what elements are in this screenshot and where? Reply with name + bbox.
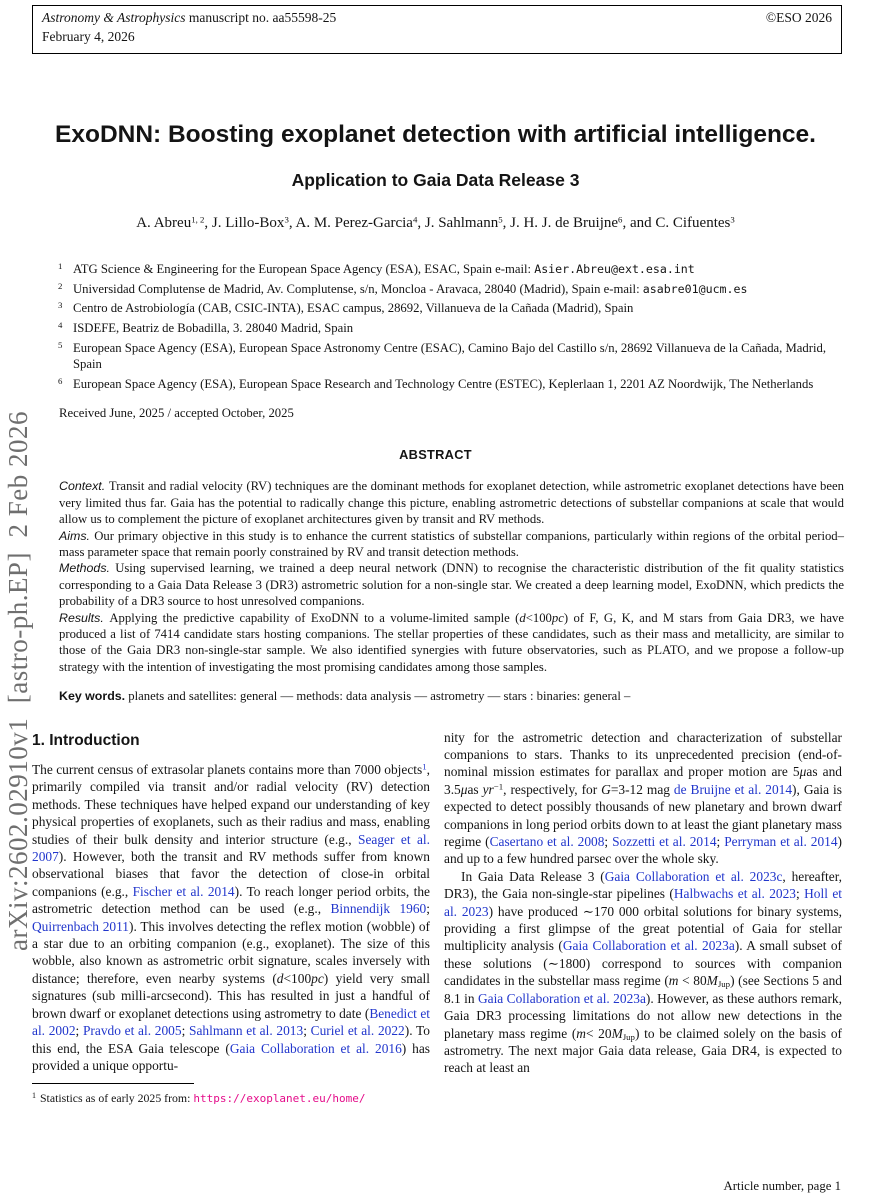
authors-line	[0, 215, 871, 232]
url-link[interactable]: https://exoplanet.eu/home/	[193, 1092, 366, 1106]
text-run: Jup	[717, 979, 731, 990]
manuscript-info	[42, 9, 336, 47]
text-run: ) and up to a few hundred parsec over the whole sky.	[444, 834, 842, 867]
text-run: m	[668, 973, 679, 989]
text-run: ;	[181, 1023, 190, 1039]
received-accepted-line: Received June, 2025 / accepted October, 2025	[59, 406, 294, 421]
affiliation-number: 6	[58, 375, 63, 386]
text-run: μ	[460, 781, 468, 797]
text-run: ). This involves detecting the reflex motion (wobble) of a star due to an orbiting companion (e.g., exoplanet). The size of this wobble, also known as astrometric orbit signature, scales inversely with distance; therefore, even nearby systems (	[32, 918, 430, 986]
section-heading-introduction: 1. Introduction	[32, 731, 140, 749]
affiliation-text	[73, 321, 353, 335]
two-column-body	[32, 729, 842, 1107]
citation-link[interactable]: Gaia Collaboration et al. 2023a	[562, 938, 735, 954]
manuscript-number: manuscript no. aa55598-25	[185, 10, 337, 25]
paragraph	[32, 761, 430, 1074]
paragraph	[59, 528, 844, 561]
text-run: G	[601, 781, 611, 797]
email-link[interactable]: asabre01@ucm.es	[642, 281, 748, 296]
journal-line	[42, 9, 336, 28]
text-run: ). However, both the transit and RV methods suffer from known observational biases that favor the detection of close-in orbital companions (e.g.,	[32, 849, 430, 899]
manuscript-header	[32, 5, 842, 54]
text-run: nity for the astrometric detection and characterization of substellar companions to stars. Thanks to its unprecedented precision (end-of-nominal mission estimates for parallax and proper motion are 5	[444, 729, 842, 780]
text-run: d	[276, 970, 284, 986]
text-run: ;	[75, 1023, 83, 1039]
text-run: Applying the predictive capability of ExoDNN to a volume-limited sample (	[109, 610, 520, 625]
text-run: ;	[426, 901, 430, 917]
text-run: Jup	[622, 1031, 635, 1042]
paragraph	[59, 560, 844, 609]
affiliation-text	[73, 301, 633, 315]
affiliation-number: 3	[58, 300, 63, 311]
text-run: 3	[730, 214, 735, 225]
text-run: , and C. Cifuentes	[622, 215, 731, 232]
affiliation-item	[58, 278, 837, 298]
paragraph	[444, 729, 842, 868]
text-run: , A. M. Perez-Garcia	[288, 215, 413, 232]
footnote-area	[32, 1083, 430, 1106]
paragraph	[59, 478, 844, 527]
abstract-section-label: Results.	[59, 610, 110, 625]
text-run: m	[576, 1025, 586, 1041]
affiliation-item	[58, 297, 837, 317]
text-run: ) to be claimed solely on the basis of astrometry. The next major Gaia data release, Gaia DR4, is expected to reach at least an	[444, 1025, 842, 1076]
text-run: ISDEFE, Beatriz de Bobadilla, 3. 28040 Madrid, Spain	[73, 320, 354, 335]
affiliation-text	[73, 282, 747, 296]
text-run: The current census of extrasolar planets contains more than 7000 objects	[32, 762, 423, 778]
paragraph	[444, 868, 842, 1077]
text-run: M	[611, 1025, 623, 1041]
abstract-section-label: Methods.	[59, 561, 116, 576]
text-run: pc	[311, 970, 324, 986]
text-run: ;	[604, 834, 613, 850]
text-run: ) have produced ∼170 000 orbital solutions for binary systems, providing a first glimpse of the great potential of Gaia for stellar multiplicity analysis (	[444, 903, 843, 954]
footnote-text	[40, 1091, 366, 1105]
text-run: , J. Lillo-Box	[204, 215, 285, 232]
keywords-line	[59, 688, 844, 704]
text-run: ). However, as these authors remark, Gaia DR3 processing limitations do not allow new detections in the planetary mass regime (	[444, 990, 842, 1041]
footnote-marker: 1	[32, 1091, 36, 1101]
citation-link[interactable]: Perryman et al. 2014	[724, 834, 838, 850]
citation-link[interactable]: Holl et al. 2023	[444, 886, 842, 919]
paragraph	[59, 610, 844, 676]
text-run: ) has provided a unique opportu-	[32, 1040, 430, 1073]
affiliation-text	[73, 341, 826, 372]
text-run: Transit and radial velocity (RV) techniques are the dominant methods for exoplanet detection, while astrometric exoplanet detections have been very limited thus far. Gaia has the potential to radically change this picture, enabling astrometric detections of substellar companions at scale that would allow us to complement the picture of exoplanet architectures given by transit and RV methods.	[59, 479, 845, 527]
text-run: In Gaia Data Release 3 (	[461, 868, 605, 884]
paper-subtitle: Application to Gaia Data Release 3	[291, 170, 580, 191]
text-run: < 80	[678, 973, 707, 989]
citation-link[interactable]: Binnendijk 1960	[330, 901, 427, 917]
text-run: ), Gaia is expected to detect possibly thousands of new planetary and brown dwarf companions in long period orbits down to at least the giant planetary mass regime (	[444, 781, 842, 850]
email-link[interactable]: Asier.Abreu@ext.esa.int	[534, 262, 695, 277]
left-column	[32, 729, 430, 1107]
text-run: yr	[482, 781, 494, 797]
citation-link[interactable]: Quirrenbach 2011	[32, 918, 129, 934]
text-run: planets and satellites: general — methods: data analysis — astrometry — stars : binaries: general –	[128, 689, 631, 704]
text-run: as	[467, 781, 483, 797]
text-run: , J. Sahlmann	[417, 215, 499, 232]
affiliation-item	[58, 317, 837, 337]
text-run: < 20	[585, 1025, 612, 1041]
copyright-notice: ©ESO 2026	[765, 10, 832, 25]
date-line: February 4, 2026	[42, 28, 135, 44]
text-run: 6	[618, 214, 623, 225]
text-run: , hereafter, DR3), the Gaia non-single-star pipelines (	[444, 868, 842, 902]
text-run: pc	[551, 610, 564, 625]
citation-link[interactable]: Gaia Collaboration et al. 2023c	[604, 868, 783, 884]
text-run: Statistics as of early 2025 from:	[40, 1091, 194, 1106]
text-run: ) of F, G, K, and M stars from Gaia DR3, we have produced a list of 7414 candidate stars hosting companions. The stellar properties of these candidates, such as their mass and metallicity, are similar to those of the Gaia DR3 non-single-star sample. We also identified synergies with future observatories, such as PLATO, and we propose a follow-up strategy with the intention of investigating the most promising candidates among those samples.	[59, 610, 844, 674]
affiliation-item	[58, 337, 837, 373]
text-run: ) yield very small signatures (sub milli-arcsecond). This has resulted in just a handful of brown dwarf or exoplanet detections using astrometry to date (	[32, 970, 430, 1021]
text-run: , respectively, for	[503, 781, 602, 797]
abstract-body	[59, 478, 844, 675]
text-run: M	[706, 973, 718, 989]
text-run: 1, 2	[191, 214, 205, 225]
citation-link[interactable]: Fischer et al. 2014	[132, 883, 235, 899]
text-run: European Space Agency (ESA), European Space Research and Technology Centre (ESTEC), Keplerlaan 1, 2201 AZ Noordwijk, The Netherlands	[73, 376, 814, 391]
citation-link[interactable]: Gaia Collaboration et al. 2023a	[477, 990, 646, 1006]
right-column-text	[444, 729, 842, 1077]
text-run: 3	[284, 214, 289, 225]
text-run: <100	[525, 610, 552, 625]
citation-link[interactable]: Sozzetti et al. 2014	[612, 834, 717, 850]
text-run: ). A small subset of these solutions (∼1800) correspond to sources with companion candidates in the substellar mass regime (	[444, 938, 842, 989]
left-column-text	[32, 761, 430, 1074]
citation-link[interactable]: Casertano et al. 2008	[489, 834, 605, 850]
text-run: Using supervised learning, we trained a deep neural network (DNN) to recognise the characteristic distribution of the fit quality statistics corresponding to a Gaia Data Release 3 (DR3) astrometric solution for a non-single star. We created a deep learning model, ExoDNN, which predicts the probability of a DR3 source to host unresolved companions.	[59, 561, 844, 609]
citation-link[interactable]: de Bruijne et al. 2014	[673, 781, 793, 797]
text-run: Our primary objective in this study is to enhance the current statistics of substellar companions, particularly within regions of the orbital period–mass parameter space that remain poorly constrained by RV and transit detection methods.	[59, 528, 844, 559]
citation-link[interactable]: Pravdo et al. 2005	[82, 1023, 182, 1039]
text-run: A. Abreu	[136, 215, 192, 232]
affiliation-number: 5	[58, 339, 63, 350]
keywords-label: Key words.	[59, 689, 126, 704]
text-run: ) (see Sections 5 and 8.1 in	[444, 973, 842, 1006]
footnote-ref-link[interactable]: 1	[422, 761, 427, 772]
text-run: −1	[493, 781, 504, 792]
text-run: , J. H. J. de Bruijne	[502, 215, 619, 232]
text-run: Universidad Complutense de Madrid, Av. Complutense, s/n, Moncloa - Aravaca, 28040 (Madrid), Spain e-mail:	[73, 281, 643, 296]
text-run: European Space Agency (ESA), European Space Astronomy Centre (ESAC), Camino Bajo del Castillo s/n, 28692 Villanueva de la Cañada, Madrid, Spain	[73, 340, 827, 372]
text-run: d	[519, 610, 526, 625]
affiliation-number: 4	[58, 319, 63, 330]
right-column	[444, 729, 842, 1107]
citation-link[interactable]: Benedict et al. 2002	[32, 1005, 431, 1039]
text-run: ). To this end, the ESA Gaia telescope (	[32, 1023, 430, 1056]
footnote-rule	[32, 1083, 194, 1084]
affiliation-number: 2	[58, 280, 63, 291]
arxiv-watermark: arXiv:2602.02910v1 [astro-ph.EP] 2 Feb 2026	[3, 411, 33, 951]
affiliations-list	[58, 258, 837, 392]
citation-link[interactable]: Curiel et al. 2022	[310, 1023, 405, 1039]
abstract-section-label: Aims.	[59, 528, 95, 543]
citation-link[interactable]: Halbwachs et al. 2023	[673, 886, 796, 902]
text-run: 5	[498, 214, 503, 225]
text-run: ATG Science & Engineering for the European Space Agency (ESA), ESAC, Spain e-mail:	[73, 262, 535, 277]
text-run: =3-12 mag	[610, 781, 674, 797]
footnote	[32, 1088, 430, 1106]
text-run: <100	[283, 970, 312, 986]
abstract-section-label: Context.	[59, 479, 109, 494]
text-run: ;	[796, 886, 805, 902]
affiliation-text	[73, 262, 695, 276]
page-number-footer: Article number, page 1	[723, 1179, 841, 1193]
journal-name: Astronomy & Astrophysics	[42, 10, 186, 25]
affiliation-text	[73, 377, 813, 391]
text-run: Centro de Astrobiología (CAB, CSIC-INTA), ESAC campus, 28692, Villanueva de la Cañada (Madrid), Spain	[73, 301, 634, 316]
abstract-heading: ABSTRACT	[399, 447, 472, 463]
text-run: , primarily compiled via transit and/or radial velocity (RV) detection methods. These techniques have helped expand our understanding of key physical properties of exoplanets, such as their radius and mass, enabling studies of their bulk density and interior structure (e.g.,	[32, 762, 430, 847]
paper-title: ExoDNN: Boosting exoplanet detection with artificial intelligence.	[55, 120, 816, 148]
citation-link[interactable]: Sahlmann et al. 2013	[189, 1023, 304, 1039]
affiliation-number: 1	[58, 261, 63, 272]
citation-link[interactable]: Seager et al. 2007	[32, 831, 430, 865]
text-run: as and 3.5	[444, 764, 843, 797]
affiliation-item	[58, 373, 837, 393]
text-run: ;	[716, 834, 725, 850]
text-run: ;	[303, 1023, 311, 1039]
text-run: μ	[799, 764, 807, 780]
citation-link[interactable]: Gaia Collaboration et al. 2016	[229, 1040, 402, 1056]
keywords-text	[128, 689, 630, 703]
text-run: ). To reach longer period orbits, the astrometric detection method can be used (e.g.,	[32, 883, 431, 917]
affiliation-item	[58, 258, 837, 278]
text-run: 4	[412, 214, 418, 225]
